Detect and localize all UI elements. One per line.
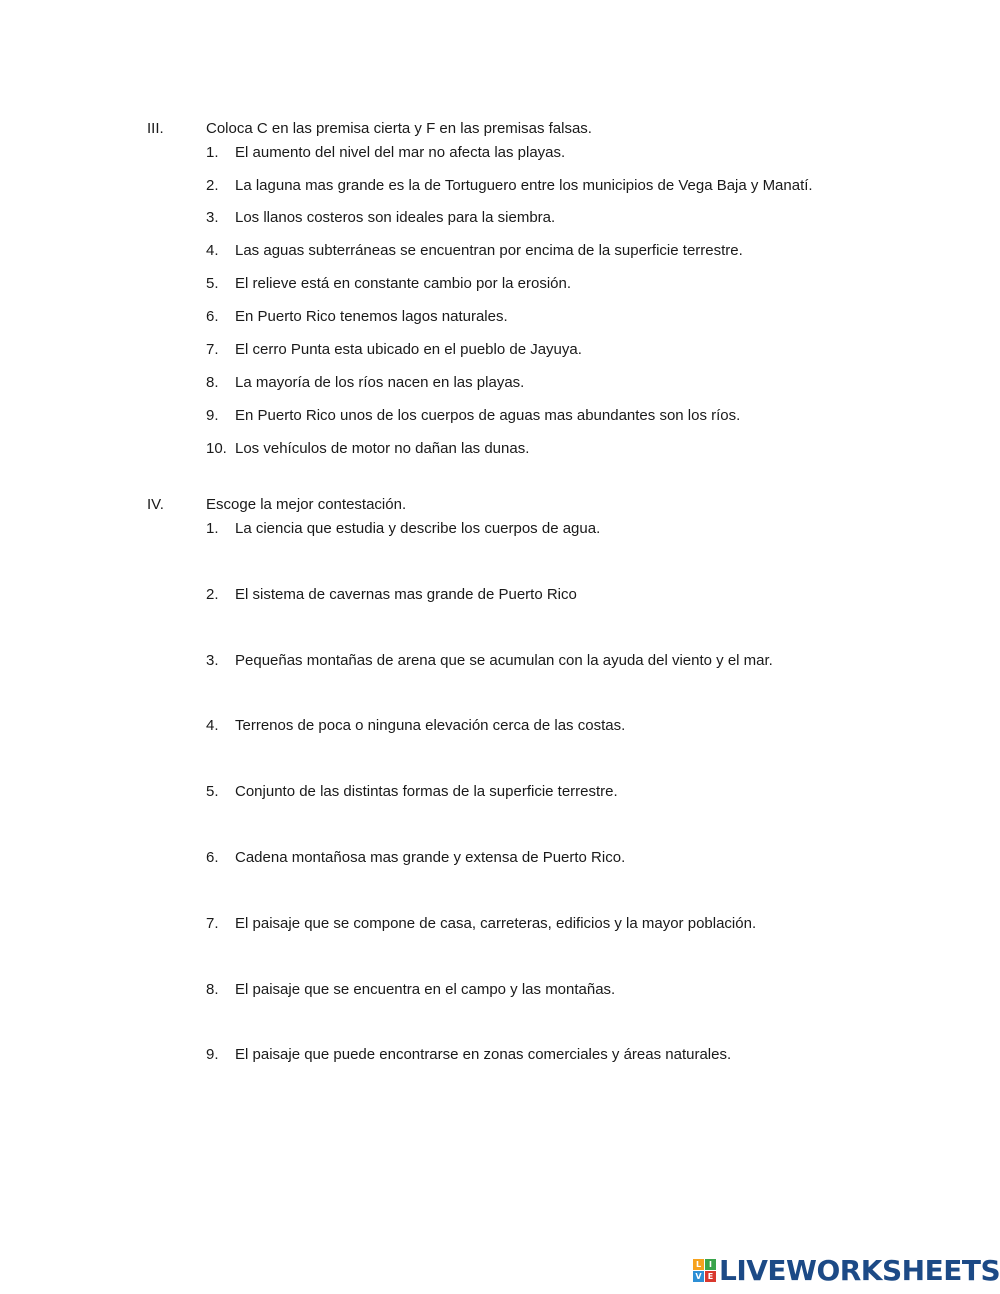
question-number: 5. (206, 783, 219, 800)
question-number: 9. (206, 1046, 219, 1063)
logo-wordmark: LIVEWORKSHEETS (719, 1253, 1000, 1287)
question-number: 8. (206, 374, 219, 391)
question-number: 1. (206, 520, 219, 537)
question-text: La laguna mas grande es la de Tortuguero entre los municipios de Vega Baja y Manatí. (235, 177, 813, 194)
question-text: El paisaje que puede encontrarse en zonas comerciales y áreas naturales. (235, 1046, 732, 1063)
question-text: El cerro Punta esta ubicado en el pueblo de Jayuya. (235, 341, 582, 358)
question-text: En Puerto Rico tenemos lagos naturales. (235, 308, 508, 325)
question-number: 7. (206, 341, 219, 358)
logo-block-v: V (693, 1271, 704, 1282)
question-text: Las aguas subterráneas se encuentran por encima de la superficie terrestre. (235, 242, 743, 259)
question-text: Conjunto de las distintas formas de la superficie terrestre. (235, 783, 618, 800)
question-number: 4. (206, 717, 219, 734)
question-number: 6. (206, 849, 219, 866)
section-iii-instruction: Coloca C en las premisa cierta y F en las premisas falsas. (206, 120, 592, 137)
question-text: El paisaje que se encuentra en el campo y las montañas. (235, 981, 616, 998)
question-text: Cadena montañosa mas grande y extensa de Puerto Rico. (235, 849, 626, 866)
question-number: 7. (206, 915, 219, 932)
question-text: En Puerto Rico unos de los cuerpos de aguas mas abundantes son los ríos. (235, 407, 741, 424)
question-number: 2. (206, 586, 219, 603)
section-iii-numeral: III. (147, 120, 164, 137)
logo-block-i: I (705, 1259, 716, 1270)
section-iv-instruction: Escoge la mejor contestación. (206, 496, 407, 513)
liveworksheets-logo[interactable] (693, 1253, 1000, 1287)
question-number: 4. (206, 242, 219, 259)
section-iv-numeral: IV. (147, 496, 164, 513)
question-number: 9. (206, 407, 219, 424)
question-number: 3. (206, 652, 219, 669)
logo-block-l: L (693, 1259, 704, 1270)
question-text: Los vehículos de motor no dañan las dunas. (235, 440, 530, 457)
question-text: El relieve está en constante cambio por la erosión. (235, 275, 572, 292)
question-text: El paisaje que se compone de casa, carreteras, edificios y la mayor población. (235, 915, 757, 932)
question-number: 2. (206, 177, 219, 194)
question-text: El sistema de cavernas mas grande de Puerto Rico (235, 586, 577, 603)
question-number: 3. (206, 209, 219, 226)
question-text: Pequeñas montañas de arena que se acumulan con la ayuda del viento y el mar. (235, 652, 773, 669)
question-text: El aumento del nivel del mar no afecta las playas. (235, 144, 566, 161)
question-number: 1. (206, 144, 219, 161)
logo-block-e: E (705, 1271, 716, 1282)
question-text: La mayoría de los ríos nacen en las playas. (235, 374, 525, 391)
logo-mark-icon (693, 1259, 716, 1282)
question-text: Los llanos costeros son ideales para la siembra. (235, 209, 556, 226)
question-number: 5. (206, 275, 219, 292)
question-text: Terrenos de poca o ninguna elevación cerca de las costas. (235, 717, 626, 734)
question-text: La ciencia que estudia y describe los cuerpos de agua. (235, 520, 601, 537)
question-number: 10. (206, 440, 227, 457)
question-number: 6. (206, 308, 219, 325)
question-number: 8. (206, 981, 219, 998)
